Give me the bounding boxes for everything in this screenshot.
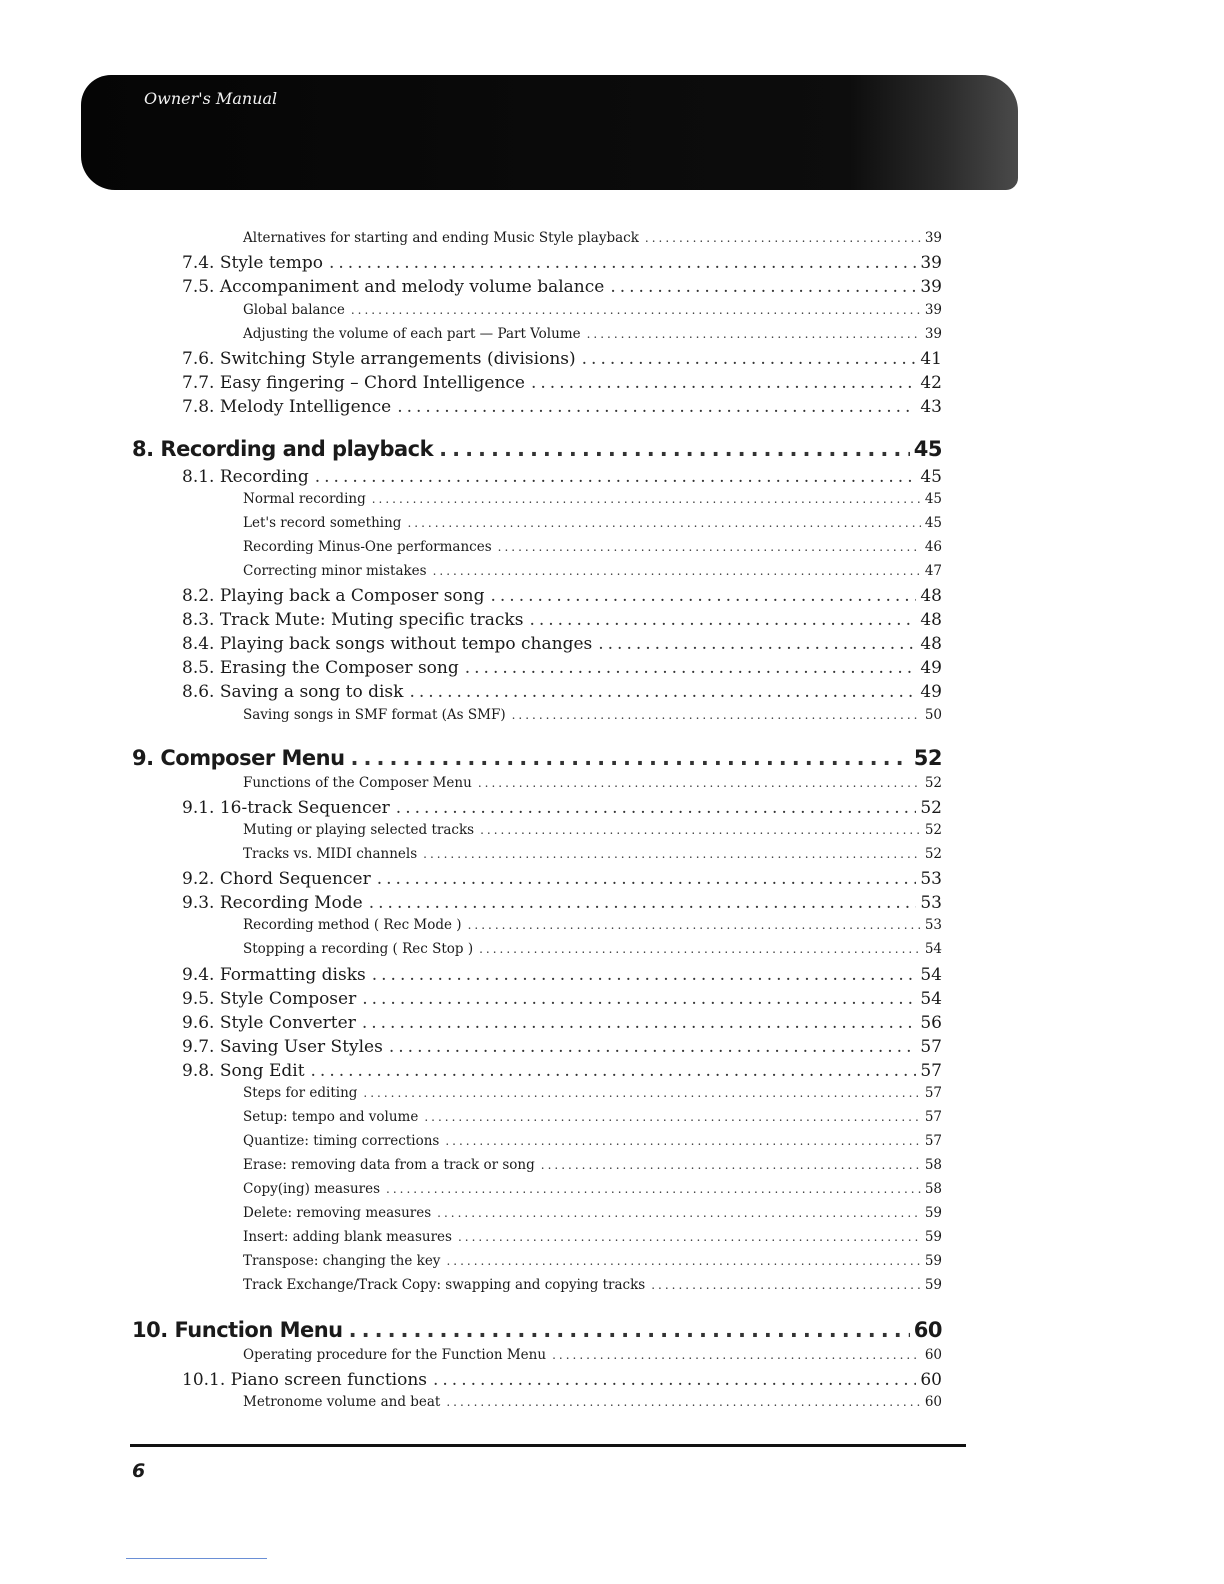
dot-leader: [396, 798, 917, 818]
toc-entry-page: 60: [913, 1318, 942, 1342]
dot-leader: [407, 516, 920, 530]
toc-entry-title: Stopping a recording ( Rec Stop ): [243, 941, 474, 957]
dot-leader: [349, 1318, 910, 1342]
toc-entry-title: Correcting minor mistakes: [243, 563, 427, 579]
toc-entry-section[interactable]: [182, 1061, 942, 1083]
dot-leader: [512, 708, 921, 722]
toc-entry-title: Insert: adding blank measures: [243, 1229, 452, 1245]
toc-entry-page: 47: [924, 563, 942, 579]
toc-entry-sub[interactable]: [243, 846, 942, 864]
toc-entry-title: Copy(ing) measures: [243, 1181, 381, 1197]
dot-leader: [424, 1110, 920, 1124]
toc-entry-title: 9.1. 16-track Sequencer: [182, 798, 390, 818]
dot-leader: [598, 634, 916, 654]
toc-entry-sub[interactable]: [243, 1157, 942, 1175]
toc-entry-sub[interactable]: [243, 1133, 942, 1151]
toc-entry-section[interactable]: [182, 989, 942, 1011]
toc-entry-sub[interactable]: [243, 302, 942, 320]
toc-entry-page: 48: [920, 634, 942, 654]
dot-leader: [445, 1134, 920, 1148]
toc-entry-page: 50: [924, 707, 942, 723]
toc-entry-page: 52: [920, 798, 942, 818]
toc-entry-section[interactable]: [182, 1037, 942, 1059]
toc-entry-sub[interactable]: [243, 1394, 942, 1412]
toc-entry-chapter[interactable]: [132, 746, 942, 774]
toc-entry-sub[interactable]: [243, 941, 942, 959]
toc-entry-section[interactable]: [182, 965, 942, 987]
toc-entry-sub[interactable]: [243, 491, 942, 509]
toc-entry-page: 60: [924, 1394, 942, 1410]
toc-entry-page: 58: [924, 1181, 942, 1197]
toc-entry-sub[interactable]: [243, 1085, 942, 1103]
dot-leader: [362, 1013, 917, 1033]
dot-leader: [465, 658, 917, 678]
toc-entry-title: Steps for editing: [243, 1085, 358, 1101]
toc-entry-section[interactable]: [182, 634, 942, 656]
toc-entry-title: Recording Minus-One performances: [243, 539, 492, 555]
toc-entry-page: 46: [924, 539, 942, 555]
toc-entry-title: Let's record something: [243, 515, 402, 531]
dot-leader: [372, 965, 917, 985]
toc-entry-section[interactable]: [182, 277, 942, 299]
toc-entry-section[interactable]: [182, 798, 942, 820]
dot-leader: [541, 1158, 921, 1172]
toc-entry-title: 9. Composer Menu: [132, 746, 345, 770]
toc-entry-section[interactable]: [182, 373, 942, 395]
toc-entry-title: 10. Function Menu: [132, 1318, 343, 1342]
toc-entry-page: 45: [924, 515, 942, 531]
toc-entry-title: Muting or playing selected tracks: [243, 822, 475, 838]
dot-leader: [437, 1206, 921, 1220]
toc-entry-page: 54: [924, 941, 942, 957]
dot-leader: [645, 231, 921, 245]
toc-entry-page: 48: [920, 610, 942, 630]
toc-entry-title: 7.5. Accompaniment and melody volume balance: [182, 277, 605, 297]
toc-entry-page: 54: [920, 965, 942, 985]
toc-entry-sub[interactable]: [243, 917, 942, 935]
dot-leader: [446, 1254, 920, 1268]
toc-entry-section[interactable]: [182, 682, 942, 704]
toc-entry-page: 39: [924, 230, 942, 246]
toc-entry-title: 9.7. Saving User Styles: [182, 1037, 383, 1057]
toc-entry-page: 53: [920, 893, 942, 913]
dot-leader: [329, 253, 916, 273]
toc-entry-sub[interactable]: [243, 515, 942, 533]
toc-entry-title: Metronome volume and beat: [243, 1394, 441, 1410]
toc-entry-title: 8.6. Saving a song to disk: [182, 682, 404, 702]
toc-entry-sub[interactable]: [243, 707, 942, 725]
toc-entry-section[interactable]: [182, 397, 942, 419]
toc-entry-title: Adjusting the volume of each part — Part Volume: [243, 326, 581, 342]
dot-leader: [423, 847, 921, 861]
toc-entry-sub[interactable]: [243, 1277, 942, 1295]
toc-entry-section[interactable]: [182, 1013, 942, 1035]
dot-leader: [529, 610, 916, 630]
dot-leader: [439, 437, 910, 461]
toc-entry-section[interactable]: [182, 349, 942, 371]
toc-entry-title: 8.2. Playing back a Composer song: [182, 586, 485, 606]
toc-entry-page: 59: [924, 1253, 942, 1269]
toc-entry-page: 45: [920, 467, 942, 487]
dot-leader: [587, 327, 921, 341]
toc-entry-page: 42: [920, 373, 942, 393]
toc-entry-title: 9.3. Recording Mode: [182, 893, 363, 913]
toc-entry-page: 52: [913, 746, 942, 770]
toc-entry-chapter[interactable]: [132, 437, 942, 465]
dot-leader: [386, 1182, 921, 1196]
dot-leader: [351, 303, 921, 317]
toc-entry-section[interactable]: [182, 253, 942, 275]
toc-entry-page: 49: [920, 658, 942, 678]
dot-leader: [491, 586, 917, 606]
toc-entry-title: 8.5. Erasing the Composer song: [182, 658, 459, 678]
page-number: 6: [132, 1460, 146, 1482]
toc-entry-page: 60: [924, 1347, 942, 1363]
toc-entry-page: 60: [920, 1370, 942, 1390]
toc-entry-section[interactable]: [182, 1370, 942, 1392]
dot-leader: [362, 989, 916, 1009]
dot-leader: [315, 467, 917, 487]
toc-entry-title: 9.2. Chord Sequencer: [182, 869, 371, 889]
toc-entry-page: 39: [924, 326, 942, 342]
dot-leader: [531, 373, 916, 393]
toc-entry-chapter[interactable]: [132, 1318, 942, 1346]
toc-entry-sub[interactable]: [243, 1253, 942, 1271]
toc-entry-title: Operating procedure for the Function Menu: [243, 1347, 547, 1363]
toc-entry-title: 10.1. Piano screen functions: [182, 1370, 427, 1390]
toc-entry-page: 57: [924, 1085, 942, 1101]
footer-divider: [130, 1444, 966, 1447]
toc-entry-title: 8.3. Track Mute: Muting specific tracks: [182, 610, 524, 630]
toc-entry-page: 59: [924, 1229, 942, 1245]
toc-entry-title: Erase: removing data from a track or song: [243, 1157, 535, 1173]
dot-leader: [351, 746, 910, 770]
toc-entry-page: 53: [924, 917, 942, 933]
toc-entry-title: 7.7. Easy fingering – Chord Intelligence: [182, 373, 525, 393]
toc-entry-section[interactable]: [182, 869, 942, 891]
dot-leader: [498, 540, 921, 554]
toc-entry-title: Normal recording: [243, 491, 366, 507]
toc-entry-page: 57: [924, 1109, 942, 1125]
toc-entry-page: 57: [920, 1037, 942, 1057]
dot-leader: [363, 1086, 920, 1100]
toc-entry-title: 9.4. Formatting disks: [182, 965, 366, 985]
toc-entry-title: 7.8. Melody Intelligence: [182, 397, 392, 417]
dot-leader: [446, 1395, 920, 1409]
toc-entry-page: 41: [920, 349, 942, 369]
toc-entry-sub[interactable]: [243, 1205, 942, 1223]
dot-leader: [433, 564, 921, 578]
toc-entry-page: 52: [924, 822, 942, 838]
toc-entry-page: 49: [920, 682, 942, 702]
toc-entry-page: 57: [924, 1133, 942, 1149]
header-title: Owner's Manual: [144, 89, 278, 108]
toc-entry-page: 53: [920, 869, 942, 889]
toc-entry-sub[interactable]: [243, 539, 942, 557]
dot-leader: [479, 942, 921, 956]
toc-entry-page: 59: [924, 1277, 942, 1293]
toc-entry-sub[interactable]: [243, 1229, 942, 1247]
toc-entry-title: Global balance: [243, 302, 345, 318]
dot-leader: [409, 682, 916, 702]
toc-entry-page: 54: [920, 989, 942, 1009]
toc-entry-section[interactable]: [182, 893, 942, 915]
toc-entry-title: Delete: removing measures: [243, 1205, 432, 1221]
toc-entry-sub[interactable]: [243, 326, 942, 344]
toc-entry-page: 58: [924, 1157, 942, 1173]
dot-leader: [468, 918, 921, 932]
toc-entry-page: 48: [920, 586, 942, 606]
toc-entry-title: Functions of the Composer Menu: [243, 775, 472, 791]
dot-leader: [397, 397, 916, 417]
dot-leader: [458, 1230, 921, 1244]
toc-entry-title: Alternatives for starting and ending Music Style playback: [243, 230, 639, 246]
toc-entry-title: 9.8. Song Edit: [182, 1061, 305, 1081]
toc-entry-page: 45: [913, 437, 942, 461]
scan-artifact-line: [126, 1558, 267, 1559]
toc-entry-title: Saving songs in SMF format (As SMF): [243, 707, 506, 723]
toc-entry-title: Quantize: timing corrections: [243, 1133, 440, 1149]
header-banner: [81, 75, 1018, 190]
toc-entry-page: 52: [924, 775, 942, 791]
toc-entry-title: 7.6. Switching Style arrangements (divisions): [182, 349, 576, 369]
dot-leader: [389, 1037, 917, 1057]
toc-entry-sub[interactable]: [243, 563, 942, 581]
dot-leader: [369, 893, 917, 913]
dot-leader: [610, 277, 916, 297]
dot-leader: [377, 869, 917, 889]
toc-entry-title: 7.4. Style tempo: [182, 253, 323, 273]
dot-leader: [480, 823, 921, 837]
toc-entry-sub[interactable]: [243, 775, 942, 793]
dot-leader: [552, 1348, 921, 1362]
toc-entry-title: 9.5. Style Composer: [182, 989, 357, 1009]
toc-entry-page: 39: [920, 277, 942, 297]
toc-entry-page: 59: [924, 1205, 942, 1221]
toc-entry-page: 56: [920, 1013, 942, 1033]
toc-entry-title: 9.6. Style Converter: [182, 1013, 356, 1033]
toc-entry-title: Setup: tempo and volume: [243, 1109, 419, 1125]
toc-entry-section[interactable]: [182, 467, 942, 489]
dot-leader: [311, 1061, 917, 1081]
toc-entry-title: Transpose: changing the key: [243, 1253, 441, 1269]
toc-entry-page: 57: [920, 1061, 942, 1081]
toc-entry-section[interactable]: [182, 586, 942, 608]
toc-entry-page: 43: [920, 397, 942, 417]
toc-entry-page: 39: [924, 302, 942, 318]
dot-leader: [582, 349, 917, 369]
dot-leader: [433, 1370, 916, 1390]
dot-leader: [478, 776, 921, 790]
toc-entry-page: 45: [924, 491, 942, 507]
toc-entry-title: Track Exchange/Track Copy: swapping and copying tracks: [243, 1277, 646, 1293]
toc-entry-section[interactable]: [182, 610, 942, 632]
toc-entry-title: 8.1. Recording: [182, 467, 309, 487]
toc-entry-sub[interactable]: [243, 822, 942, 840]
toc-entry-sub[interactable]: [243, 1109, 942, 1127]
toc-entry-sub[interactable]: [243, 1181, 942, 1199]
toc-entry-sub[interactable]: [243, 1347, 942, 1365]
toc-entry-title: Recording method ( Rec Mode ): [243, 917, 462, 933]
toc-entry-title: 8. Recording and playback: [132, 437, 434, 461]
toc-entry-title: 8.4. Playing back songs without tempo changes: [182, 634, 593, 654]
toc-entry-title: Tracks vs. MIDI channels: [243, 846, 418, 862]
dot-leader: [372, 492, 921, 506]
toc-entry-page: 39: [920, 253, 942, 273]
toc-entry-page: 52: [924, 846, 942, 862]
dot-leader: [651, 1278, 921, 1292]
toc-entry-section[interactable]: [182, 658, 942, 680]
toc-entry-sub[interactable]: [243, 230, 942, 248]
